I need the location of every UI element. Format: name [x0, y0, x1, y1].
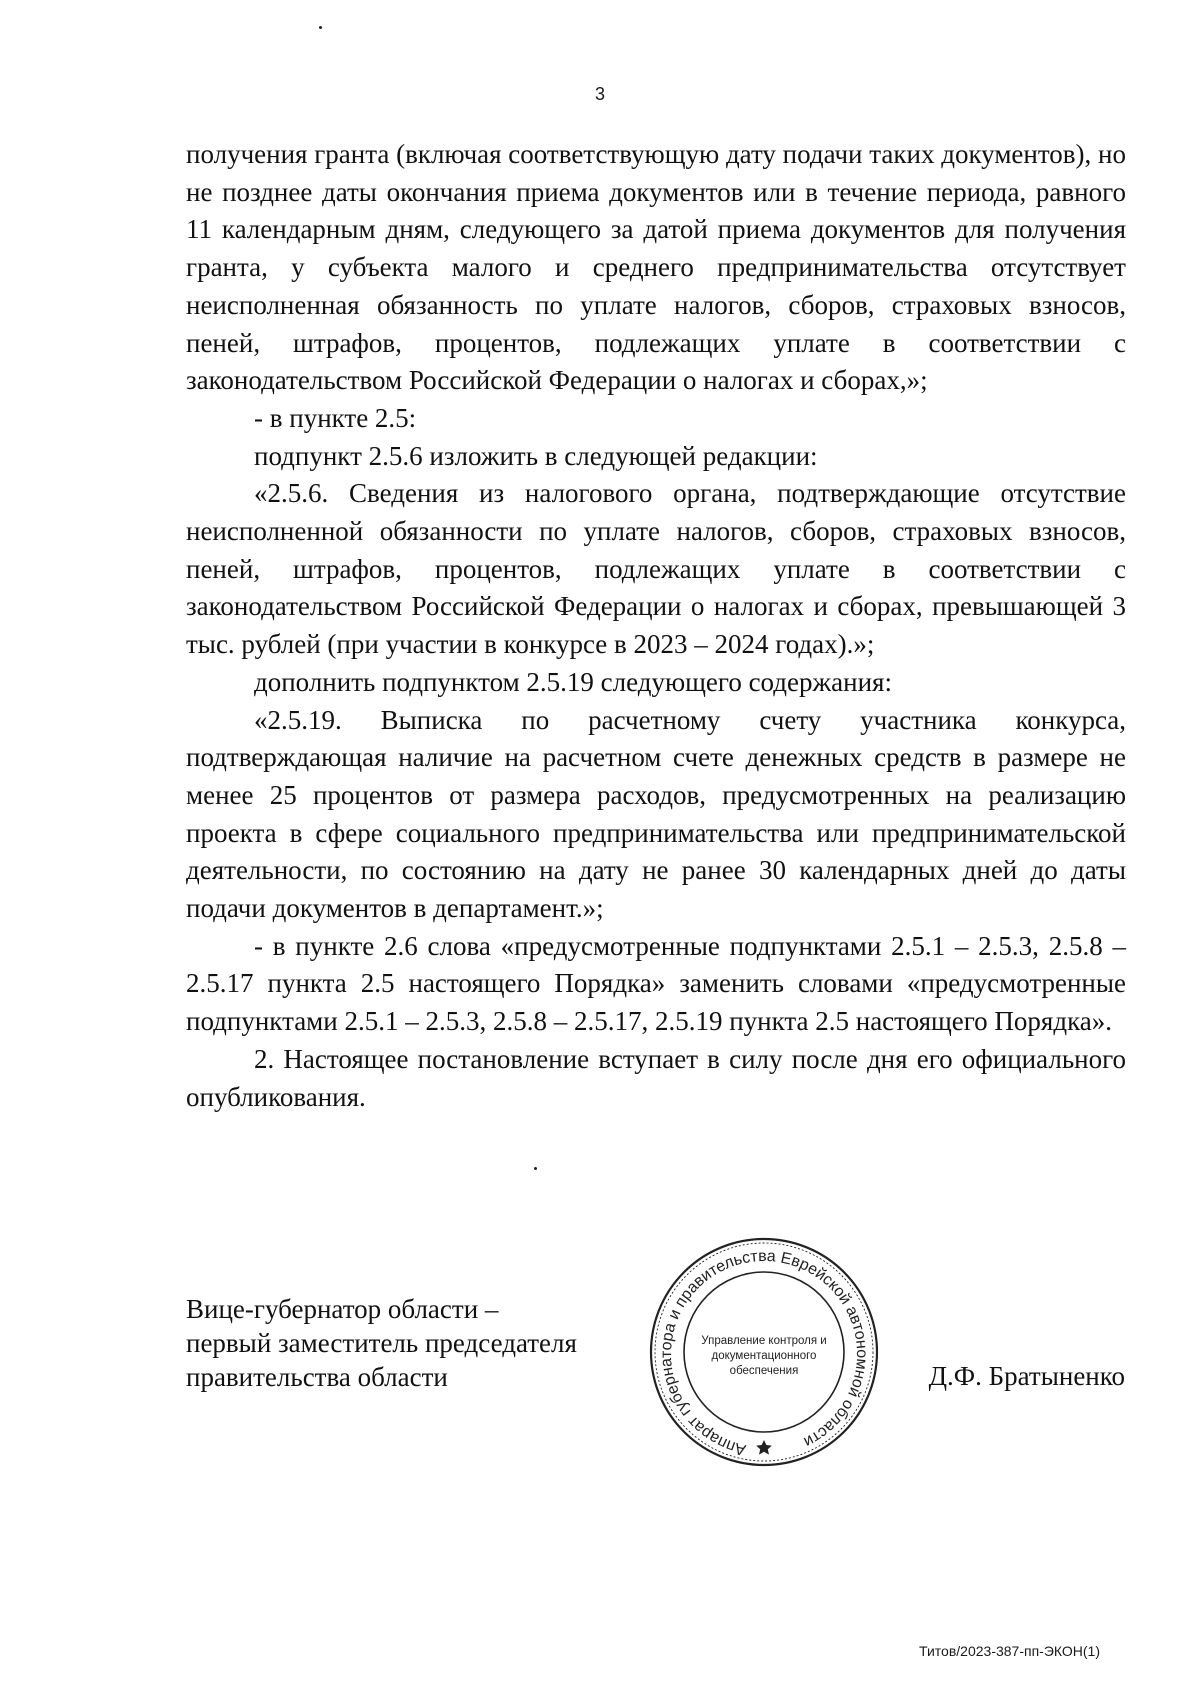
signatory-position: [186, 1292, 577, 1394]
seal-center-line: обеспечения: [729, 1365, 799, 1377]
paragraph-point-2-6: - в пункте 2.6 слова «предусмотренные подпунктами 2.5.1 – 2.5.3, 2.5.8 – 2.5.17 пункта 2.5 настоящего Порядка» заменить словами «предусмотренные подпунктами 2.5.1 – 2.5.3, 2.5.8 – 2.5.17, 2.5.19 пункта 2.5 настоящего Порядка».: [186, 930, 1126, 1037]
paragraph-subpoint-2-5-6-intro: подпункт 2.5.6 изложить в следующей редакции:: [254, 440, 818, 471]
signatory-position-line: Вице-губернатор области –: [186, 1294, 499, 1324]
paragraph-grant-conditions: получения гранта (включая соответствующую дату подачи таких документов), но не позднее даты окончания приема документов или в течение периода, равного 11 календарным дням, следующего за датой приема документов для получения гранта, у субъекта малого и среднего предпринимательства отсутствует неисполненная обязанность по уплате налогов, сборов, страховых взносов, пеней, штрафов, процентов, подлежащих уплате в соответствии с законодательством Российской Федерации о налогах и сборах,»;: [186, 139, 1126, 396]
signatory-position-line: правительства области: [186, 1362, 448, 1392]
seal-star-icon: [756, 1440, 772, 1455]
document-code: Титов/2023-387-пп-ЭКОН(1): [919, 1643, 1100, 1659]
seal-ring-text: Аппарат губернатора и правительства Еврейской автономной области: [658, 1247, 871, 1459]
scan-speck: [534, 1167, 537, 1170]
scan-speck: [319, 26, 322, 29]
page-number: 3: [594, 84, 605, 104]
signatory-position-line: первый заместитель председателя: [186, 1328, 577, 1358]
paragraph-point-2-5: - в пункте 2.5:: [254, 402, 417, 433]
signatory-name: Д.Ф. Братыненко: [928, 1361, 1125, 1391]
paragraph-effective-date: 2. Настоящее постановление вступает в силу после дня его официального опубликования.: [186, 1043, 1126, 1112]
seal-center-line: документационного: [711, 1350, 817, 1362]
paragraph-subpoint-2-5-19: «2.5.19. Выписка по расчетному счету участника конкурса, подтверждающая наличие на расчетном счете денежных средств в размере не менее 25 процентов от размера расходов, предусмотренных на реализацию проекта в сфере социального предпринимательства или предпринимательской деятельности, по состоянию на дату не ранее 30 календарных дней до даты подачи документов в департамент.»;: [186, 704, 1126, 924]
official-seal: [646, 1236, 882, 1468]
seal-center-line: Управление контроля и: [701, 1335, 827, 1347]
paragraph-subpoint-2-5-6: «2.5.6. Сведения из налогового органа, подтверждающие отсутствие неисполненной обязанности по уплате налогов, сборов, страховых взносов, пеней, штрафов, процентов, подлежащих уплате в соответствии с законодательством Российской Федерации о налогах и сборах, превышающей 3 тыс. рублей (при участии в конкурсе в 2023 – 2024 годах).»;: [186, 478, 1126, 660]
document-body: [186, 136, 1126, 1116]
paragraph-subpoint-2-5-19-intro: дополнить подпунктом 2.5.19 следующего содержания:: [254, 666, 892, 697]
